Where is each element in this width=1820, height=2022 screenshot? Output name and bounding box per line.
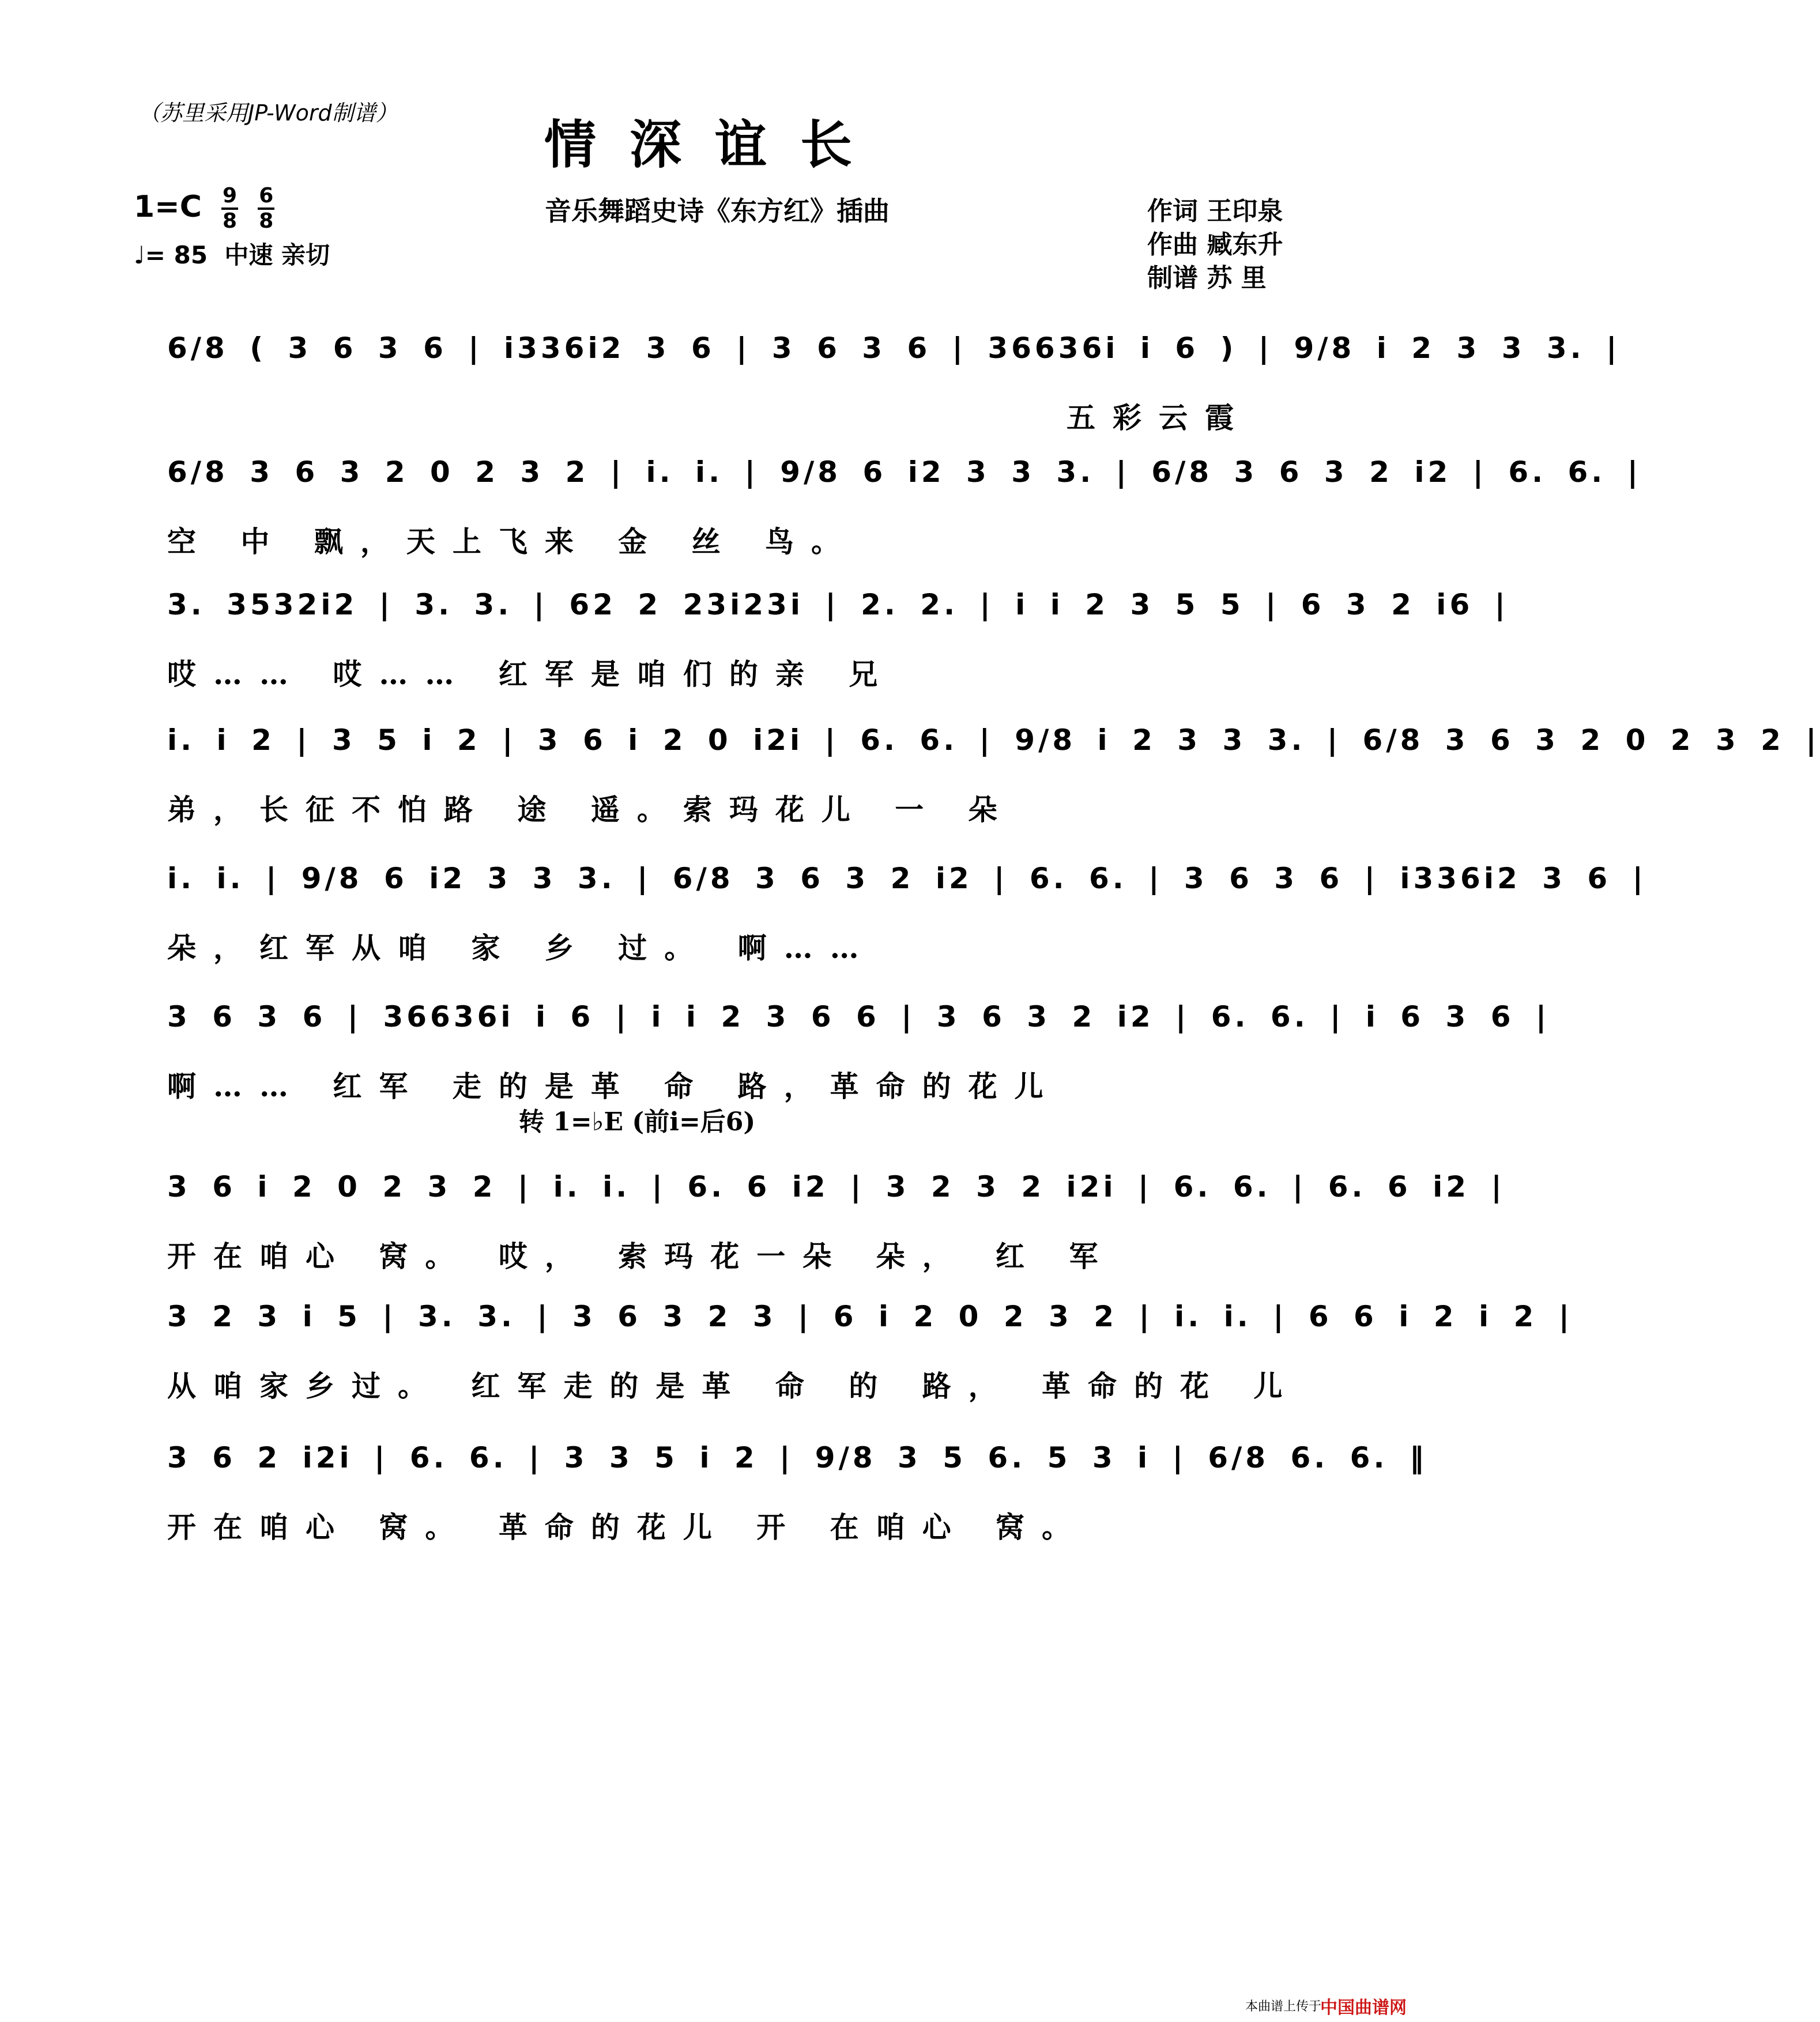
lyrics-line: 五彩云霞 (1067, 401, 1251, 435)
arranger: 制谱 苏 里 (1147, 263, 1267, 293)
subtitle: 音乐舞蹈史诗《东方红》插曲 (545, 195, 890, 227)
key-label: 1=C (134, 190, 202, 224)
lyrics-line: 弟，长征不怕路 途 遥。索玛花儿 一 朵 (167, 793, 1015, 827)
notation-line: 3 6 3 6 | 36636i i 6 | i i 2 3 6 6 | 3 6 3 2 i2 | 6. 6. | i 6 3 6 | (167, 1000, 1550, 1033)
credit-note: （苏里采用JP-Word制谱） (138, 100, 398, 126)
time-signature-2: $\frac{6}{8}$ (259, 184, 274, 233)
modulation-marking: 转 1=♭E (前i=后6) (519, 1107, 756, 1137)
notation-line: i. i 2 | 3 5 i 2 | 3 6 i 2 0 i2i | 6. 6. | 9/8 i 2 3 3 3. | 6/8 3 6 3 2 0 2 3 2 | (167, 723, 1820, 757)
lyricist: 作词 王印泉 (1147, 197, 1283, 226)
tempo-text: 中速 亲切 (224, 241, 330, 269)
lyrics-line: 哎…… 哎…… 红军是咱们的亲 兄 (167, 657, 895, 691)
lyrics-line: 朵，红军从咱 家 乡 过。 啊…… (167, 931, 876, 965)
composer: 作曲 臧东升 (1147, 230, 1283, 259)
notation-line: 3. 3532i2 | 3. 3. | 62 2 23i23i | 2. 2. | i i 2 3 5 5 | 6 3 2 i6 | (167, 588, 1509, 621)
tempo-marking (134, 236, 330, 271)
lyrics-line: 开在咱心 窝。 革命的花儿 开 在咱心 窝。 (167, 1510, 1088, 1544)
notation-line: 6/8 ( 3 6 3 6 | i336i2 3 6 | 3 6 3 6 | 36636i i 6 ) | 9/8 i 2 3 3 3. | (167, 331, 1621, 365)
lyrics-line: 空 中 飘，天上飞来 金 丝 鸟。 (167, 525, 858, 559)
key-signature (134, 186, 274, 232)
lyrics-line: 从咱家乡过。 红军走的是革 命 的 路， 革命的花 儿 (167, 1369, 1300, 1403)
notation-line: 3 6 i 2 0 2 3 2 | i. i. | 6. 6 i2 | 3 2 3 2 i2i | 6. 6. | 6. 6 i2 | (167, 1170, 1505, 1204)
notation-line: i. i. | 9/8 6 i2 3 3 3. | 6/8 3 6 3 2 i2 | 6. 6. | 3 6 3 6 | i336i2 3 6 | (167, 862, 1646, 895)
tempo-value: ♩= 85 (134, 241, 208, 269)
time-signature-1: $\frac{9}{8}$ (223, 184, 238, 233)
site-logo[interactable]: 中国曲谱网 (1320, 1998, 1407, 2018)
notation-line: 6/8 3 6 3 2 0 2 3 2 | i. i. | 9/8 6 i2 3 3 3. | 6/8 3 6 3 2 i2 | 6. 6. | (167, 455, 1641, 489)
notation-line: 3 6 2 i2i | 6. 6. | 3 3 5 i 2 | 9/8 3 5 6. 5 3 i | 6/8 6. 6. ‖ (167, 1441, 1427, 1474)
song-title: 情深谊长 (544, 114, 885, 175)
lyrics-line: 啊…… 红军 走的是革 命 路，革命的花儿 (167, 1069, 1061, 1103)
lyrics-line: 开在咱心 窝。 哎， 索玛花一朵 朵， 红 军 (167, 1239, 1116, 1273)
notation-line: 3 2 3 i 5 | 3. 3. | 3 6 3 2 3 | 6 i 2 0 2 3 2 | i. i. | 6 6 i 2 i 2 | (167, 1300, 1573, 1333)
footer-upload-text: 本曲谱上传于 (1245, 2000, 1322, 2014)
